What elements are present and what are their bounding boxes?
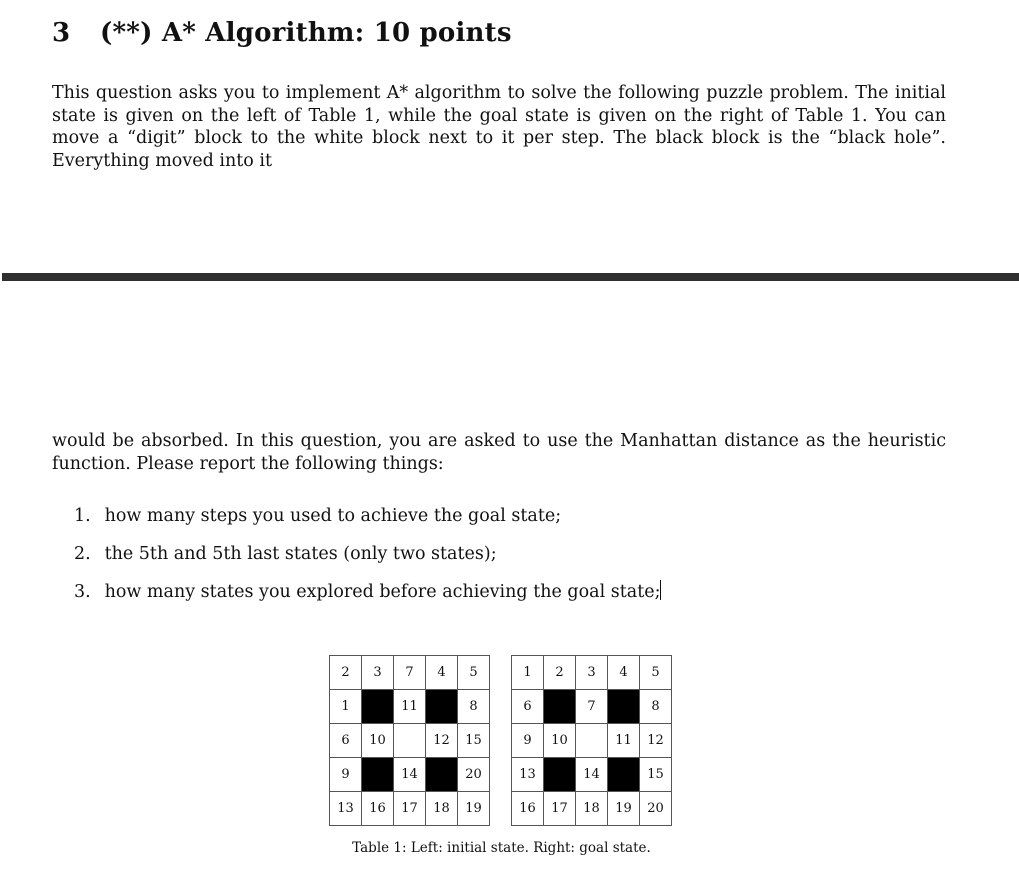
list-item-text: how many states you explored before achieving the goal state; (104, 582, 661, 602)
digit-cell: 3 (362, 656, 394, 690)
initial-row (330, 690, 490, 724)
digit-cell: 5 (640, 656, 672, 690)
digit-cell: 1 (512, 656, 544, 690)
list-item-index: 2. (74, 544, 91, 564)
initial-row (330, 792, 490, 826)
digit-cell: 4 (608, 656, 640, 690)
digit-cell: 11 (394, 690, 426, 724)
digit-cell: 10 (544, 724, 576, 758)
black-hole-cell (608, 758, 640, 792)
digit-cell: 6 (512, 690, 544, 724)
goal-row (512, 656, 672, 690)
digit-cell: 4 (426, 656, 458, 690)
black-hole-cell (544, 758, 576, 792)
white-empty-cell (576, 724, 608, 758)
digit-cell: 19 (458, 792, 490, 826)
list-item-index: 3. (74, 582, 91, 602)
digit-cell: 7 (394, 656, 426, 690)
list-item-text: the 5th and 5th last states (only two states); (104, 544, 497, 564)
digit-cell: 11 (608, 724, 640, 758)
white-empty-cell (394, 724, 426, 758)
digit-cell: 12 (426, 724, 458, 758)
digit-cell: 6 (330, 724, 362, 758)
text-cursor (660, 580, 661, 600)
goal-row (512, 724, 672, 758)
goal-state-table (511, 655, 672, 826)
list-item (74, 580, 661, 618)
digit-cell: 13 (330, 792, 362, 826)
digit-cell: 8 (640, 690, 672, 724)
list-item-text: how many steps you used to achieve the goal state; (104, 506, 562, 526)
initial-row (330, 758, 490, 792)
digit-cell: 14 (394, 758, 426, 792)
black-hole-cell (362, 758, 394, 792)
digit-cell: 18 (576, 792, 608, 826)
black-hole-cell (426, 758, 458, 792)
list-item-index: 1. (74, 506, 91, 526)
digit-cell: 20 (640, 792, 672, 826)
digit-cell: 18 (426, 792, 458, 826)
digit-cell: 10 (362, 724, 394, 758)
list-item (74, 504, 661, 542)
section-number: 3 (52, 18, 71, 48)
digit-cell: 9 (512, 724, 544, 758)
black-hole-cell (362, 690, 394, 724)
goal-row (512, 690, 672, 724)
digit-cell: 1 (330, 690, 362, 724)
goal-row (512, 792, 672, 826)
digit-cell: 2 (544, 656, 576, 690)
digit-cell: 19 (608, 792, 640, 826)
digit-cell: 5 (458, 656, 490, 690)
digit-cell: 16 (362, 792, 394, 826)
table-caption: Table 1: Left: initial state. Right: goal state. (352, 840, 651, 856)
digit-cell: 9 (330, 758, 362, 792)
list-item (74, 542, 661, 580)
paragraph-intro: This question asks you to implement A* algorithm to solve the following puzzle problem. The initial state is given on the left of Table 1, while the goal state is given on the right of Table 1. You can move a “digit” block to the white block next to it per step. The black block is the “black hole”. Everything moved into it (52, 83, 946, 171)
digit-cell: 12 (640, 724, 672, 758)
digit-cell: 8 (458, 690, 490, 724)
digit-cell: 15 (640, 758, 672, 792)
page-divider (2, 273, 1019, 281)
initial-row (330, 656, 490, 690)
section-heading (52, 18, 512, 48)
initial-state-table (329, 655, 490, 826)
digit-cell: 16 (512, 792, 544, 826)
digit-cell: 17 (394, 792, 426, 826)
digit-cell: 14 (576, 758, 608, 792)
digit-cell: 2 (330, 656, 362, 690)
goal-row (512, 758, 672, 792)
digit-cell: 7 (576, 690, 608, 724)
digit-cell: 3 (576, 656, 608, 690)
initial-row (330, 724, 490, 758)
section-title: (**) A* Algorithm: 10 points (100, 18, 512, 48)
paragraph-continued: would be absorbed. In this question, you are asked to use the Manhattan distance as the heuristic function. Please report the following things: (52, 431, 946, 474)
digit-cell: 20 (458, 758, 490, 792)
digit-cell: 15 (458, 724, 490, 758)
digit-cell: 17 (544, 792, 576, 826)
black-hole-cell (544, 690, 576, 724)
digit-cell: 13 (512, 758, 544, 792)
report-list (74, 504, 661, 618)
black-hole-cell (608, 690, 640, 724)
black-hole-cell (426, 690, 458, 724)
